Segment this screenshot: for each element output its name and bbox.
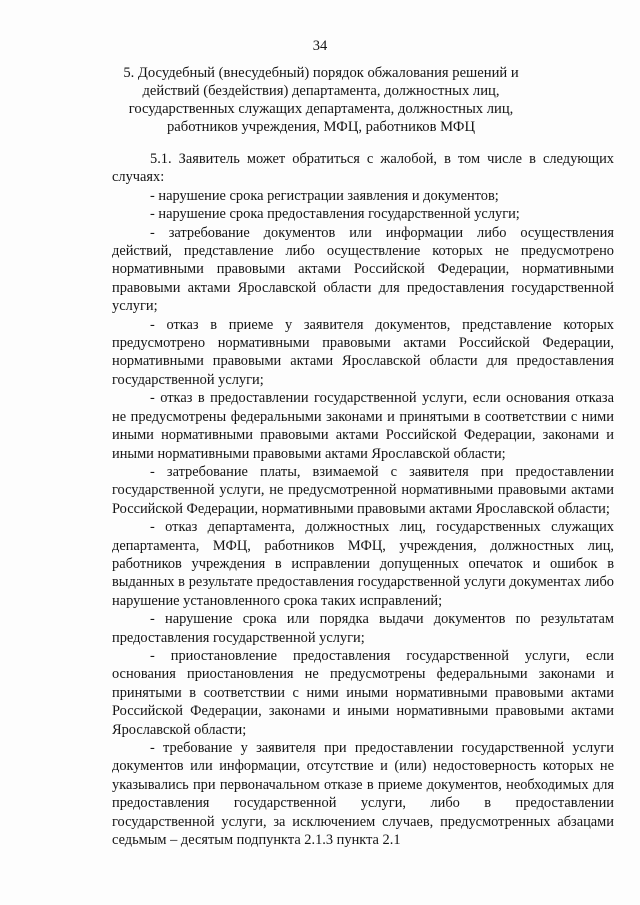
- paragraph: - нарушение срока регистрации заявления и документов;: [150, 187, 499, 204]
- paragraph: - приостановление предоставления государственной услуги, если основания приостановления не предусмотрены федеральными законами и принятыми в соответствии с ними иными нормативными правовыми актами Российской Федерации, законами и иными нормативными правовыми актами Ярославской области;: [112, 647, 614, 738]
- paragraph: - отказ департамента, должностных лиц, государственных служащих департамента, МФЦ, работников МФЦ, учреждения, должностных лиц, работников учреждения в исправлении допущенных опечаток и ошибок в выданных в результате предоставления государственной услуги документах либо нарушение установленного срока таких исправлений;: [112, 519, 614, 609]
- paragraph: 5.1. Заявитель может обратиться с жалобой, в том числе в следующих случаях:: [112, 151, 614, 186]
- section-heading: 5. Досудебный (внесудебный) порядок обжалования решений и действий (бездействия) департамента, должностных лиц, государственных служащих департамента, должностных лиц, работников учреждения, МФЦ, работников МФЦ: [123, 65, 519, 135]
- paragraph: - затребование документов или информации либо осуществления действий, представление либо осуществление которых не предусмотрено нормативными правовыми актами Российской Федерации, нормативными правовыми актами Ярославской области для предоставления государственной услуги;: [112, 224, 614, 315]
- paragraph: - нарушение срока предоставления государственной услуги;: [150, 206, 520, 223]
- page-number: 34: [312, 38, 328, 54]
- paragraph: - нарушение срока или порядка выдачи документов по результатам предоставления государственной услуги;: [112, 611, 614, 646]
- paragraph: - отказ в предоставлении государственной услуги, если основания отказа не предусмотрены федеральными законами и принятыми в соответствии с ними иными нормативными правовыми актами Российской Федерации, законами и иными нормативными правовыми актами Ярославской области;: [112, 390, 614, 462]
- document-body: [112, 150, 614, 849]
- paragraph: - затребование платы, взимаемой с заявителя при предоставлении государственной услуги, не предусмотренной нормативными правовыми актами Российской Федерации, нормативными правовыми актами Ярославской области;: [112, 463, 614, 517]
- paragraph: - требование у заявителя при предоставлении государственной услуги документов или информации, отсутствие и (или) недостоверность которых не указывались при первоначальном отказе в приеме документов, необходимых для предоставления государственной услуги, либо в предоставлении государственной услуги, за исключением случаев, предусмотренных абзацами седьмым – десятым подпункта 2.1.3 пункта 2.1: [112, 740, 614, 849]
- paragraph: - отказ в приеме у заявителя документов, представление которых предусмотрено нормативными правовыми актами Российской Федерации, нормативными правовыми актами Ярославской области для предоставления государственной услуги;: [112, 316, 614, 388]
